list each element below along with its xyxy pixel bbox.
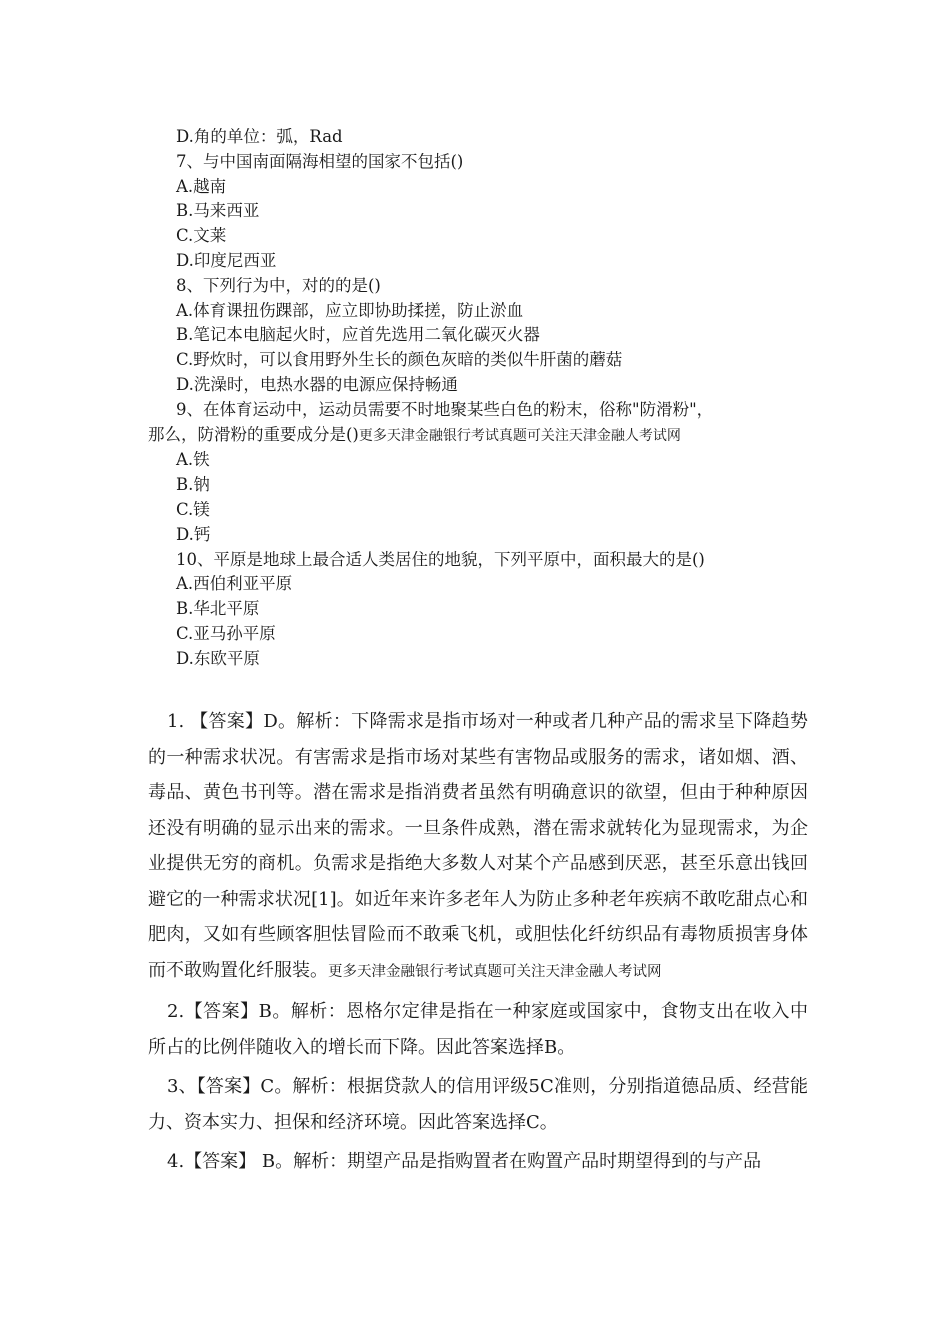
- question-10-stem: 10、平原是地球上最合适人类居住的地貌，下列平原中，面积最大的是(): [176, 549, 705, 569]
- option-line: D.洗澡时，电热水器的电源应保持畅通: [176, 374, 458, 394]
- option-line: D.钙: [176, 524, 211, 544]
- answer-3: 3、【答案】C。解析：根据贷款人的信用评级5C准则，分别指道德品质、经营能力、资本实力、担保和经济环境。因此答案选择C。: [148, 1076, 808, 1133]
- answer-1-text: 1. 【答案】D。解析：下降需求是指市场对一种或者几种产品的需求呈下降趋势的一种需求状况。有害需求是指市场对某些有害物品或服务的需求，诸如烟、酒、毒品、黄色书刊等。潜在需求是指消费者虽然有明确意识的欲望，但由于种种原因还没有明确的显示出来的需求。一旦条件成熟，潜在需求就转化为显现需求，为企业提供无穷的商机。负需求是指绝大多数人对某个产品感到厌恶，甚至乐意出钱回避它的一种需求状况[1]。如近年来许多老年人为防止多种老年疾病不敢吃甜点心和肥肉，又如有些顾客胆怯冒险而不敢乘飞机，或胆怯化纤纺织品有毒物质损害身体而不敢购置化纤服装。: [148, 711, 808, 981]
- option-line: C.野炊时，可以食用野外生长的颜色灰暗的类似牛肝菌的蘑菇: [176, 350, 623, 370]
- question-9-stem-text: 那么，防滑粉的重要成分是(): [148, 424, 359, 444]
- promo-note: 更多天津金融银行考试真题可关注天津金融人考试网: [358, 427, 681, 444]
- option-line: A.越南: [176, 176, 227, 196]
- answer-4: 4.【答案】 B。解析：期望产品是指购置者在购置产品时期望得到的与产品: [167, 1151, 762, 1172]
- option-line: C.亚马孙平原: [176, 623, 276, 643]
- option-line: A.铁: [176, 450, 210, 470]
- question-9-stem-continued: [148, 423, 848, 449]
- question-9-stem: 9、在体育运动中，运动员需要不时地聚某些白色的粉末，俗称"防滑粉"，: [176, 399, 714, 419]
- answer-2: 2.【答案】B。解析：恩格尔定律是指在一种家庭或国家中，食物支出在收入中所占的比例伴随收入的增长而下降。因此答案选择B。: [148, 1001, 808, 1058]
- option-line: C.镁: [176, 499, 210, 519]
- promo-note: 更多天津金融银行考试真题可关注天津金融人考试网: [328, 963, 662, 980]
- question-7-stem: 7、与中国南面隔海相望的国家不包括(): [176, 151, 464, 171]
- option-line: B.笔记本电脑起火时，应首先选用二氧化碳灭火器: [176, 325, 540, 345]
- option-line: B.钠: [176, 475, 210, 495]
- option-line: A.西伯利亚平原: [176, 574, 293, 594]
- option-line: A.体育课扭伤踝部，应立即协助揉搓，防止淤血: [176, 300, 524, 320]
- option-line: C.文莱: [176, 226, 227, 246]
- option-line: B.马来西亚: [176, 201, 260, 221]
- option-line: D.东欧平原: [176, 648, 260, 668]
- questions-section: [148, 125, 848, 672]
- option-line: D.角的单位：弧，Rad: [176, 127, 343, 146]
- question-8-stem: 8、下列行为中，对的的是(): [176, 275, 381, 295]
- answer-1: [148, 704, 808, 990]
- answers-section: [148, 704, 808, 1184]
- option-line: B.华北平原: [176, 599, 260, 619]
- option-line: D.印度尼西亚: [176, 250, 277, 270]
